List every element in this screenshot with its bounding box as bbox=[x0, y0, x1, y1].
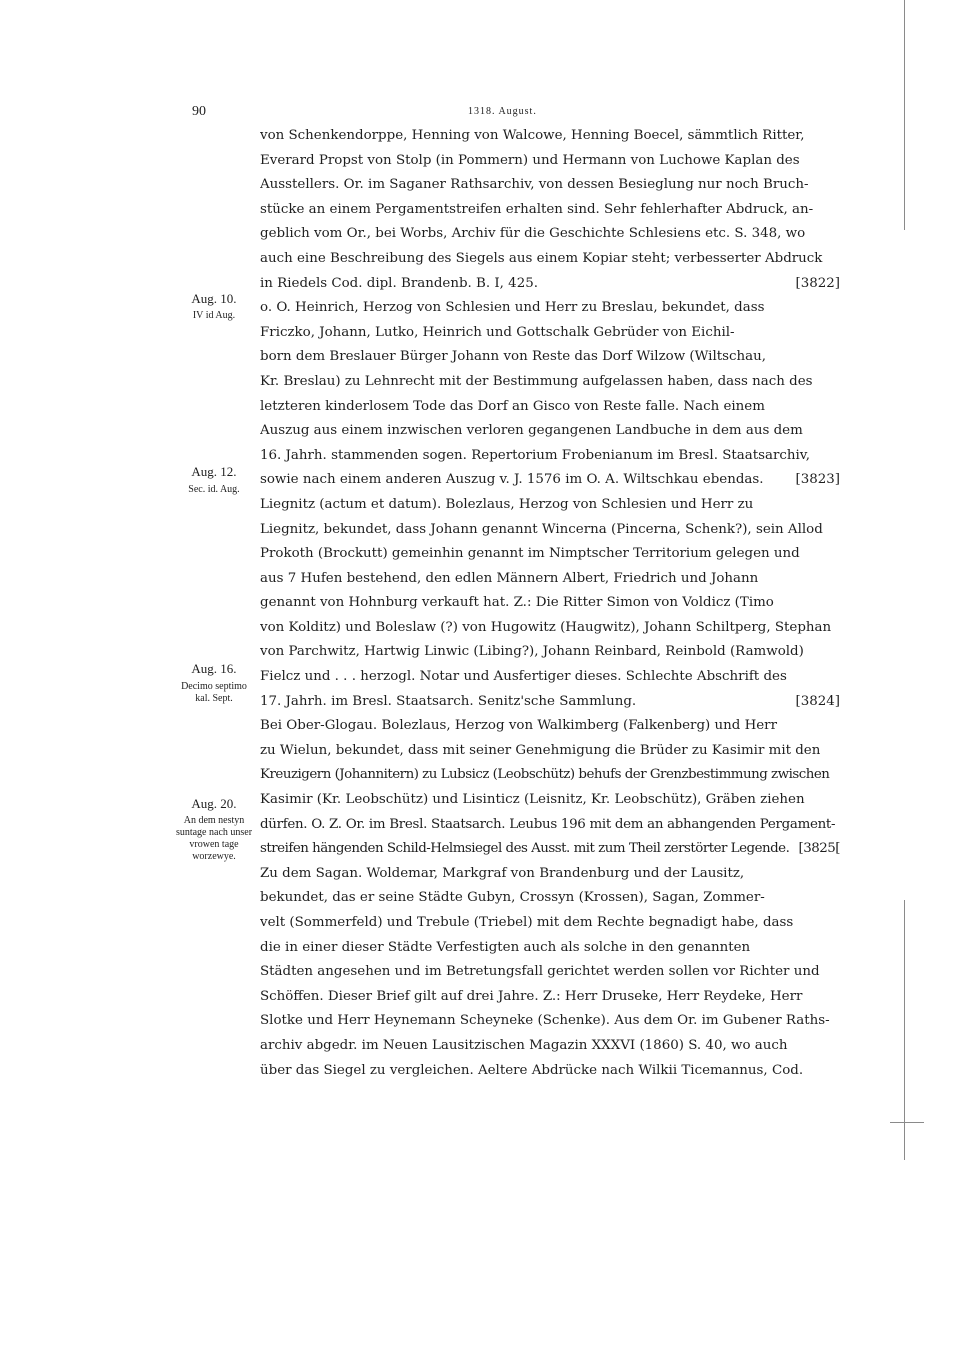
text-line: Friczko, Johann, Lutko, Heinrich und Gottschalk Gebrüder von Eichil- bbox=[260, 324, 735, 340]
text-line: Schöffen. Dieser Brief gilt auf drei Jahre. Z.: Herr Druseke, Herr Reydeke, Herr bbox=[260, 988, 803, 1004]
text-line: Zu dem Sagan. Woldemar, Markgraf von Brandenburg und der Lausitz, bbox=[260, 865, 745, 881]
text-line: Auszug aus einem inzwischen verloren gegangenen Landbuche in dem aus dem bbox=[260, 423, 803, 439]
text-line: Slotke und Herr Heynemann Scheyneke (Schenke). Aus dem Or. im Gubener Raths- bbox=[260, 1013, 830, 1029]
text-line: stücke an einem Pergamentstreifen erhalten sind. Sehr fehlerhafter Abdruck, an- bbox=[260, 201, 814, 217]
text-line: Fielcz und . . . herzogl. Notar und Ausfertiger dieses. Schlechte Abschrift des bbox=[260, 669, 787, 685]
entry-number: [3823] bbox=[795, 472, 840, 488]
text-line: Liegnitz, bekundet, dass Johann genannt Wincerna (Pincerna, Schenk?), sein Allod bbox=[260, 521, 823, 537]
margin-date: Aug. 12. bbox=[191, 464, 237, 479]
text-line: Prokoth (Brockutt) gemeinhin genannt im Nimptscher Territorium gelegen und bbox=[260, 546, 800, 562]
margin-date-note: Decimo septimo kal. Sept. bbox=[181, 681, 247, 704]
entry bbox=[260, 296, 840, 493]
text-line: auch eine Beschreibung des Siegels aus einem Kopiar steht; verbesserter Abdruck bbox=[260, 250, 823, 266]
page-number: 90 bbox=[192, 104, 206, 119]
text-line: von Parchwitz, Hartwig Linwic (Libing?), Johann Reinbard, Reinbold (Ramwold) bbox=[260, 644, 804, 660]
text-line-content: streifen hängenden Schild-Helmsiegel des Ausst. mit zum Theil zerstörter Legende. bbox=[260, 841, 790, 857]
text-line: Städten angesehen und im Betretungsfall gerichtet werden sollen vor Richter und bbox=[260, 964, 820, 980]
text-line: die in einer dieser Städte Verfestigten auch als solche in den genannten bbox=[260, 939, 751, 955]
margin-date-note: Sec. id. Aug. bbox=[188, 484, 240, 495]
text-line: Ausstellers. Or. im Saganer Rathsarchiv, von dessen Besieglung nur noch Bruch- bbox=[260, 177, 809, 193]
text-line: 16. Jahrh. stammenden sogen. Repertorium Frobenianum im Bresl. Staatsarchiv, bbox=[260, 447, 811, 463]
text-line bbox=[260, 272, 840, 297]
scan-edge-line bbox=[904, 0, 905, 230]
entry bbox=[260, 493, 840, 714]
main-text bbox=[260, 124, 840, 1083]
text-line: born dem Breslauer Bürger Johann von Reste das Dorf Wilzow (Wiltschau, bbox=[260, 349, 766, 365]
running-title: 1318. August. bbox=[468, 106, 537, 117]
text-line-content: 17. Jahrh. im Bresl. Staatsarch. Senitz'sche Sammlung. bbox=[260, 693, 637, 709]
margin-date: Aug. 20. bbox=[191, 796, 237, 811]
margin-date-note: An dem nestyn suntage nach unser vrowen tage worzewye. bbox=[175, 815, 253, 862]
margin-date: Aug. 10. bbox=[191, 291, 237, 306]
text-line: zu Wielun, bekundet, dass mit seiner Genehmigung die Brüder zu Kasimir mit den bbox=[260, 742, 821, 758]
text-line-content: sowie nach einem anderen Auszug v. J. 1576 im O. A. Wiltschkau ebendas. bbox=[260, 472, 764, 488]
text-line bbox=[260, 837, 840, 862]
text-line: Kreuzigern (Johannitern) zu Lubsicz (Leobschütz) behufs der Grenzbestimmung zwischen bbox=[260, 767, 830, 783]
entry-number: [3824] bbox=[795, 693, 840, 709]
entry-number: [3825[ bbox=[798, 841, 840, 857]
margin-date: Aug. 16. bbox=[191, 661, 237, 676]
entry-number: [3822] bbox=[795, 275, 840, 291]
text-line: Kasimir (Kr. Leobschütz) und Lisinticz (Leisnitz, Kr. Leobschütz), Gräben ziehen bbox=[260, 792, 805, 808]
text-line: von Schenkendorppe, Henning von Walcowe, Henning Boecel, sämmtlich Ritter, bbox=[260, 128, 805, 143]
text-line: geblich vom Or., bei Worbs, Archiv für die Geschichte Schlesiens etc. S. 348, wo bbox=[260, 226, 806, 242]
text-line bbox=[260, 690, 840, 715]
text-line: aus 7 Hufen bestehend, den edlen Männern Albert, Friedrich und Johann bbox=[260, 570, 759, 586]
text-line bbox=[260, 468, 840, 493]
text-line: Bei Ober-Glogau. Bolezlaus, Herzog von Walkimberg (Falkenberg) und Herr bbox=[260, 718, 777, 734]
text-line: genannt von Hohnburg verkauft hat. Z.: Die Ritter Simon von Voldicz (Timo bbox=[260, 595, 774, 611]
text-line: o. O. Heinrich, Herzog von Schlesien und Herr zu Breslau, bekundet, dass bbox=[260, 300, 765, 316]
text-line: dürfen. O. Z. Or. im Bresl. Staatsarch. Leubus 196 mit dem an abhangenden Pergament- bbox=[260, 816, 836, 832]
text-line: Kr. Breslau) zu Lehnrecht mit der Bestimmung aufgelassen haben, dass nach des bbox=[260, 373, 813, 389]
text-line: Liegnitz (actum et datum). Bolezlaus, Herzog von Schlesien und Herr zu bbox=[260, 496, 754, 512]
entry bbox=[260, 862, 840, 1083]
entry bbox=[260, 124, 840, 296]
text-line-content: in Riedels Cod. dipl. Brandenb. B. I, 425. bbox=[260, 275, 538, 291]
scan-edge-line bbox=[904, 900, 905, 1160]
text-line: von Kolditz) und Boleslaw (?) von Hugowitz (Haugwitz), Johann Schiltperg, Stephan bbox=[260, 619, 832, 635]
scan-edge-tick bbox=[890, 1122, 924, 1123]
text-line: über das Siegel zu vergleichen. Aeltere Abdrücke nach Wilkii Ticemannus, Cod. bbox=[260, 1062, 804, 1078]
text-line: velt (Sommerfeld) und Trebule (Triebel) mit dem Rechte begnadigt habe, dass bbox=[260, 915, 794, 930]
text-line: bekundet, das er seine Städte Gubyn, Crossyn (Krossen), Sagan, Zommer- bbox=[260, 890, 765, 906]
entry bbox=[260, 714, 840, 862]
text-line: Everard Propst von Stolp (in Pommern) und Hermann von Luchowe Kaplan des bbox=[260, 152, 800, 168]
text-line: letzteren kinderlosem Tode das Dorf an Gisco von Reste falle. Nach einem bbox=[260, 398, 765, 414]
margin-date-note: IV id Aug. bbox=[192, 310, 236, 321]
text-line: archiv abgedr. im Neuen Lausitzischen Magazin XXXVI (1860) S. 40, wo auch bbox=[260, 1037, 788, 1053]
